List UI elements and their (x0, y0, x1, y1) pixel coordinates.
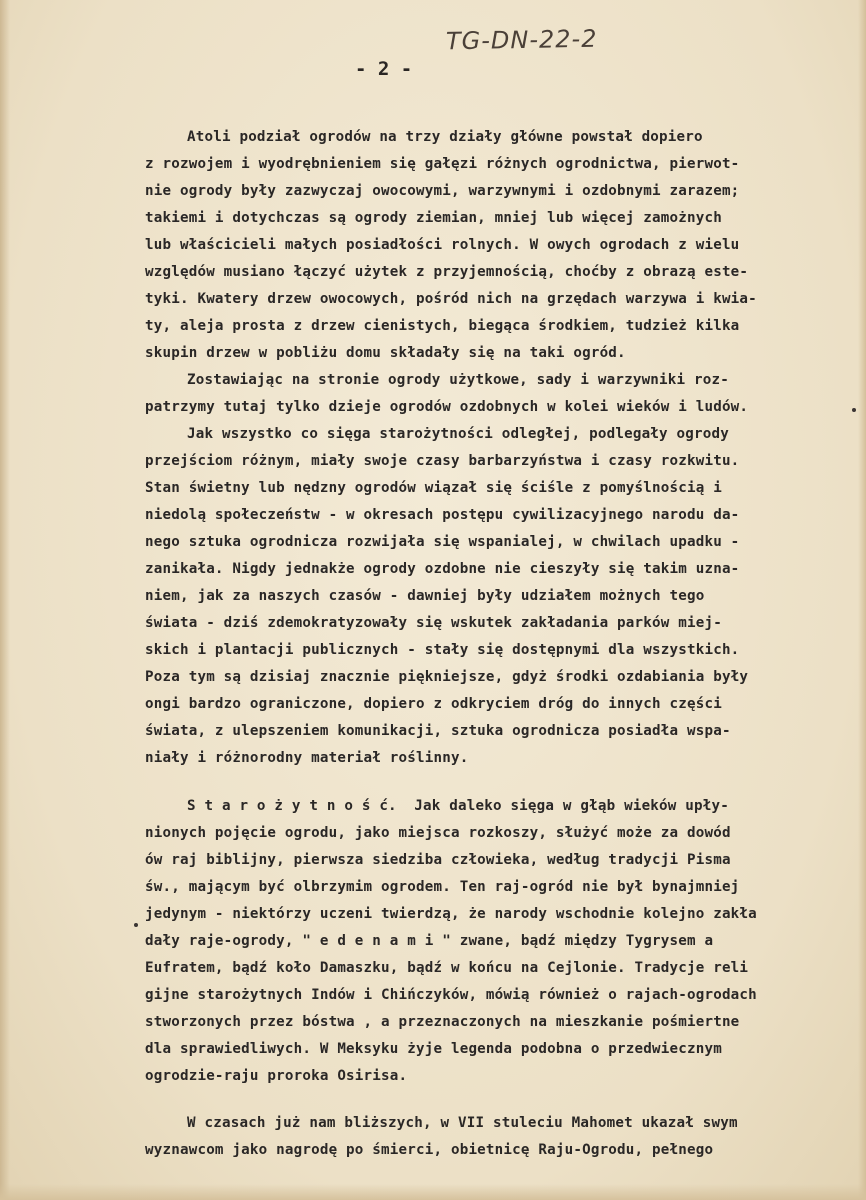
text-line: niały i różnorodny materiał roślinny. (145, 750, 469, 766)
text-line: dały raje-ogrody, " e d e n a m i " zwane, bądź między Tygrysem a (145, 933, 714, 949)
text-line: nionych pojęcie ogrodu, jako miejsca rozkoszy, służyć może za dowód (145, 825, 731, 841)
text-line: niedolą społeczeństw - w okresach postępu cywilizacyjnego narodu da- (145, 507, 740, 523)
text-line: świata - dziś zdemokratyzowały się wskutek zakładania parków miej- (145, 615, 722, 631)
page-edge-shadow-bottom (0, 1184, 866, 1200)
page-number: - 2 - (355, 58, 413, 80)
text-line: tyki. Kwatery drzew owocowych, pośród nich na grzędach warzywa i kwia- (145, 291, 757, 307)
text-line: S t a r o ż y t n o ś ć. Jak daleko sięga w głąb wieków upły- (187, 798, 729, 814)
text-line: św., mającym być olbrzymim ogrodem. Ten raj-ogród nie był bynajmniej (145, 879, 740, 895)
margin-dot-mark (134, 923, 138, 927)
text-line: ów raj biblijny, pierwsza siedziba człowieka, według tradycji Pisma (145, 852, 731, 868)
text-line: W czasach już nam bliższych, w VII stuleciu Mahomet ukazał swym (187, 1115, 738, 1131)
text-line: Poza tym są dzisiaj znacznie piękniejsze, gdyż środki ozdabiania były (145, 669, 749, 685)
text-line: lub właścicieli małych posiadłości rolnych. W owych ogrodach z wielu (145, 237, 740, 253)
handwritten-reference: TG-DN-22-2 (445, 24, 598, 56)
text-line: ogrodzie-raju proroka Osirisa. (145, 1068, 408, 1084)
text-line: takiemi i dotychczas są ogrody ziemian, mniej lub więcej zamożnych (145, 210, 722, 226)
text-line: przejściom różnym, miały swoje czasy barbarzyństwa i czasy rozkwitu. (145, 453, 740, 469)
text-line: niem, jak za naszych czasów - dawniej były udziałem możnych tego (145, 588, 705, 604)
text-line: Zostawiając na stronie ogrody użytkowe, sady i warzywniki roz- (187, 372, 729, 388)
text-line: dla sprawiedliwych. W Meksyku żyje legenda podobna o przedwiecznym (145, 1041, 722, 1057)
text-line: gijne starożytnych Indów i Chińczyków, mówią również o rajach-ogrodach (145, 987, 757, 1003)
text-line: Eufratem, bądź koło Damaszku, bądź w końcu na Cejlonie. Tradycje reli (145, 960, 749, 976)
text-line: zanikała. Nigdy jednakże ogrody ozdobne nie cieszyły się takim uzna- (145, 561, 740, 577)
page-edge-shadow-left (0, 0, 10, 1200)
text-line: wyznawcom jako nagrodę po śmierci, obietnicę Raju-Ogrodu, pełnego (145, 1142, 714, 1158)
text-line: nego sztuka ogrodnicza rozwijała się wspanialej, w chwilach upadku - (145, 534, 740, 550)
text-line: względów musiano łączyć użytek z przyjemnością, choćby z obrazą este- (145, 264, 749, 280)
text-line: nie ogrody były zazwyczaj owocowymi, warzywnymi i ozdobnymi zarazem; (145, 183, 740, 199)
text-line: świata, z ulepszeniem komunikacji, sztuka ogrodnicza posiadła wspa- (145, 723, 731, 739)
text-line: Atoli podział ogrodów na trzy działy główne powstał dopiero (187, 129, 703, 145)
text-line: z rozwojem i wyodrębnieniem się gałęzi różnych ogrodnictwa, pierwot- (145, 156, 740, 172)
text-line: skupin drzew w pobliżu domu składały się na taki ogród. (145, 345, 626, 361)
text-line: skich i plantacji publicznych - stały się dostępnymi dla wszystkich. (145, 642, 740, 658)
text-line: jedynym - niektórzy uczeni twierdzą, że narody wschodnie kolejno zakła (145, 906, 757, 922)
text-line: ongi bardzo ograniczone, dopiero z odkryciem dróg do innych części (145, 696, 722, 712)
text-line: ty, aleja prosta z drzew cienistych, biegąca środkiem, tudzież kilka (145, 318, 740, 334)
page-edge-shadow-right (858, 0, 866, 1200)
text-line: Jak wszystko co sięga starożytności odległej, podlegały ogrody (187, 426, 729, 442)
text-line: Stan świetny lub nędzny ogrodów wiązał się ściśle z pomyślnością i (145, 480, 722, 496)
margin-dot-mark (852, 408, 856, 412)
text-line: stworzonych przez bóstwa , a przeznaczonych na mieszkanie pośmiertne (145, 1014, 740, 1030)
text-line: patrzymy tutaj tylko dzieje ogrodów ozdobnych w kolei wieków i ludów. (145, 399, 749, 415)
